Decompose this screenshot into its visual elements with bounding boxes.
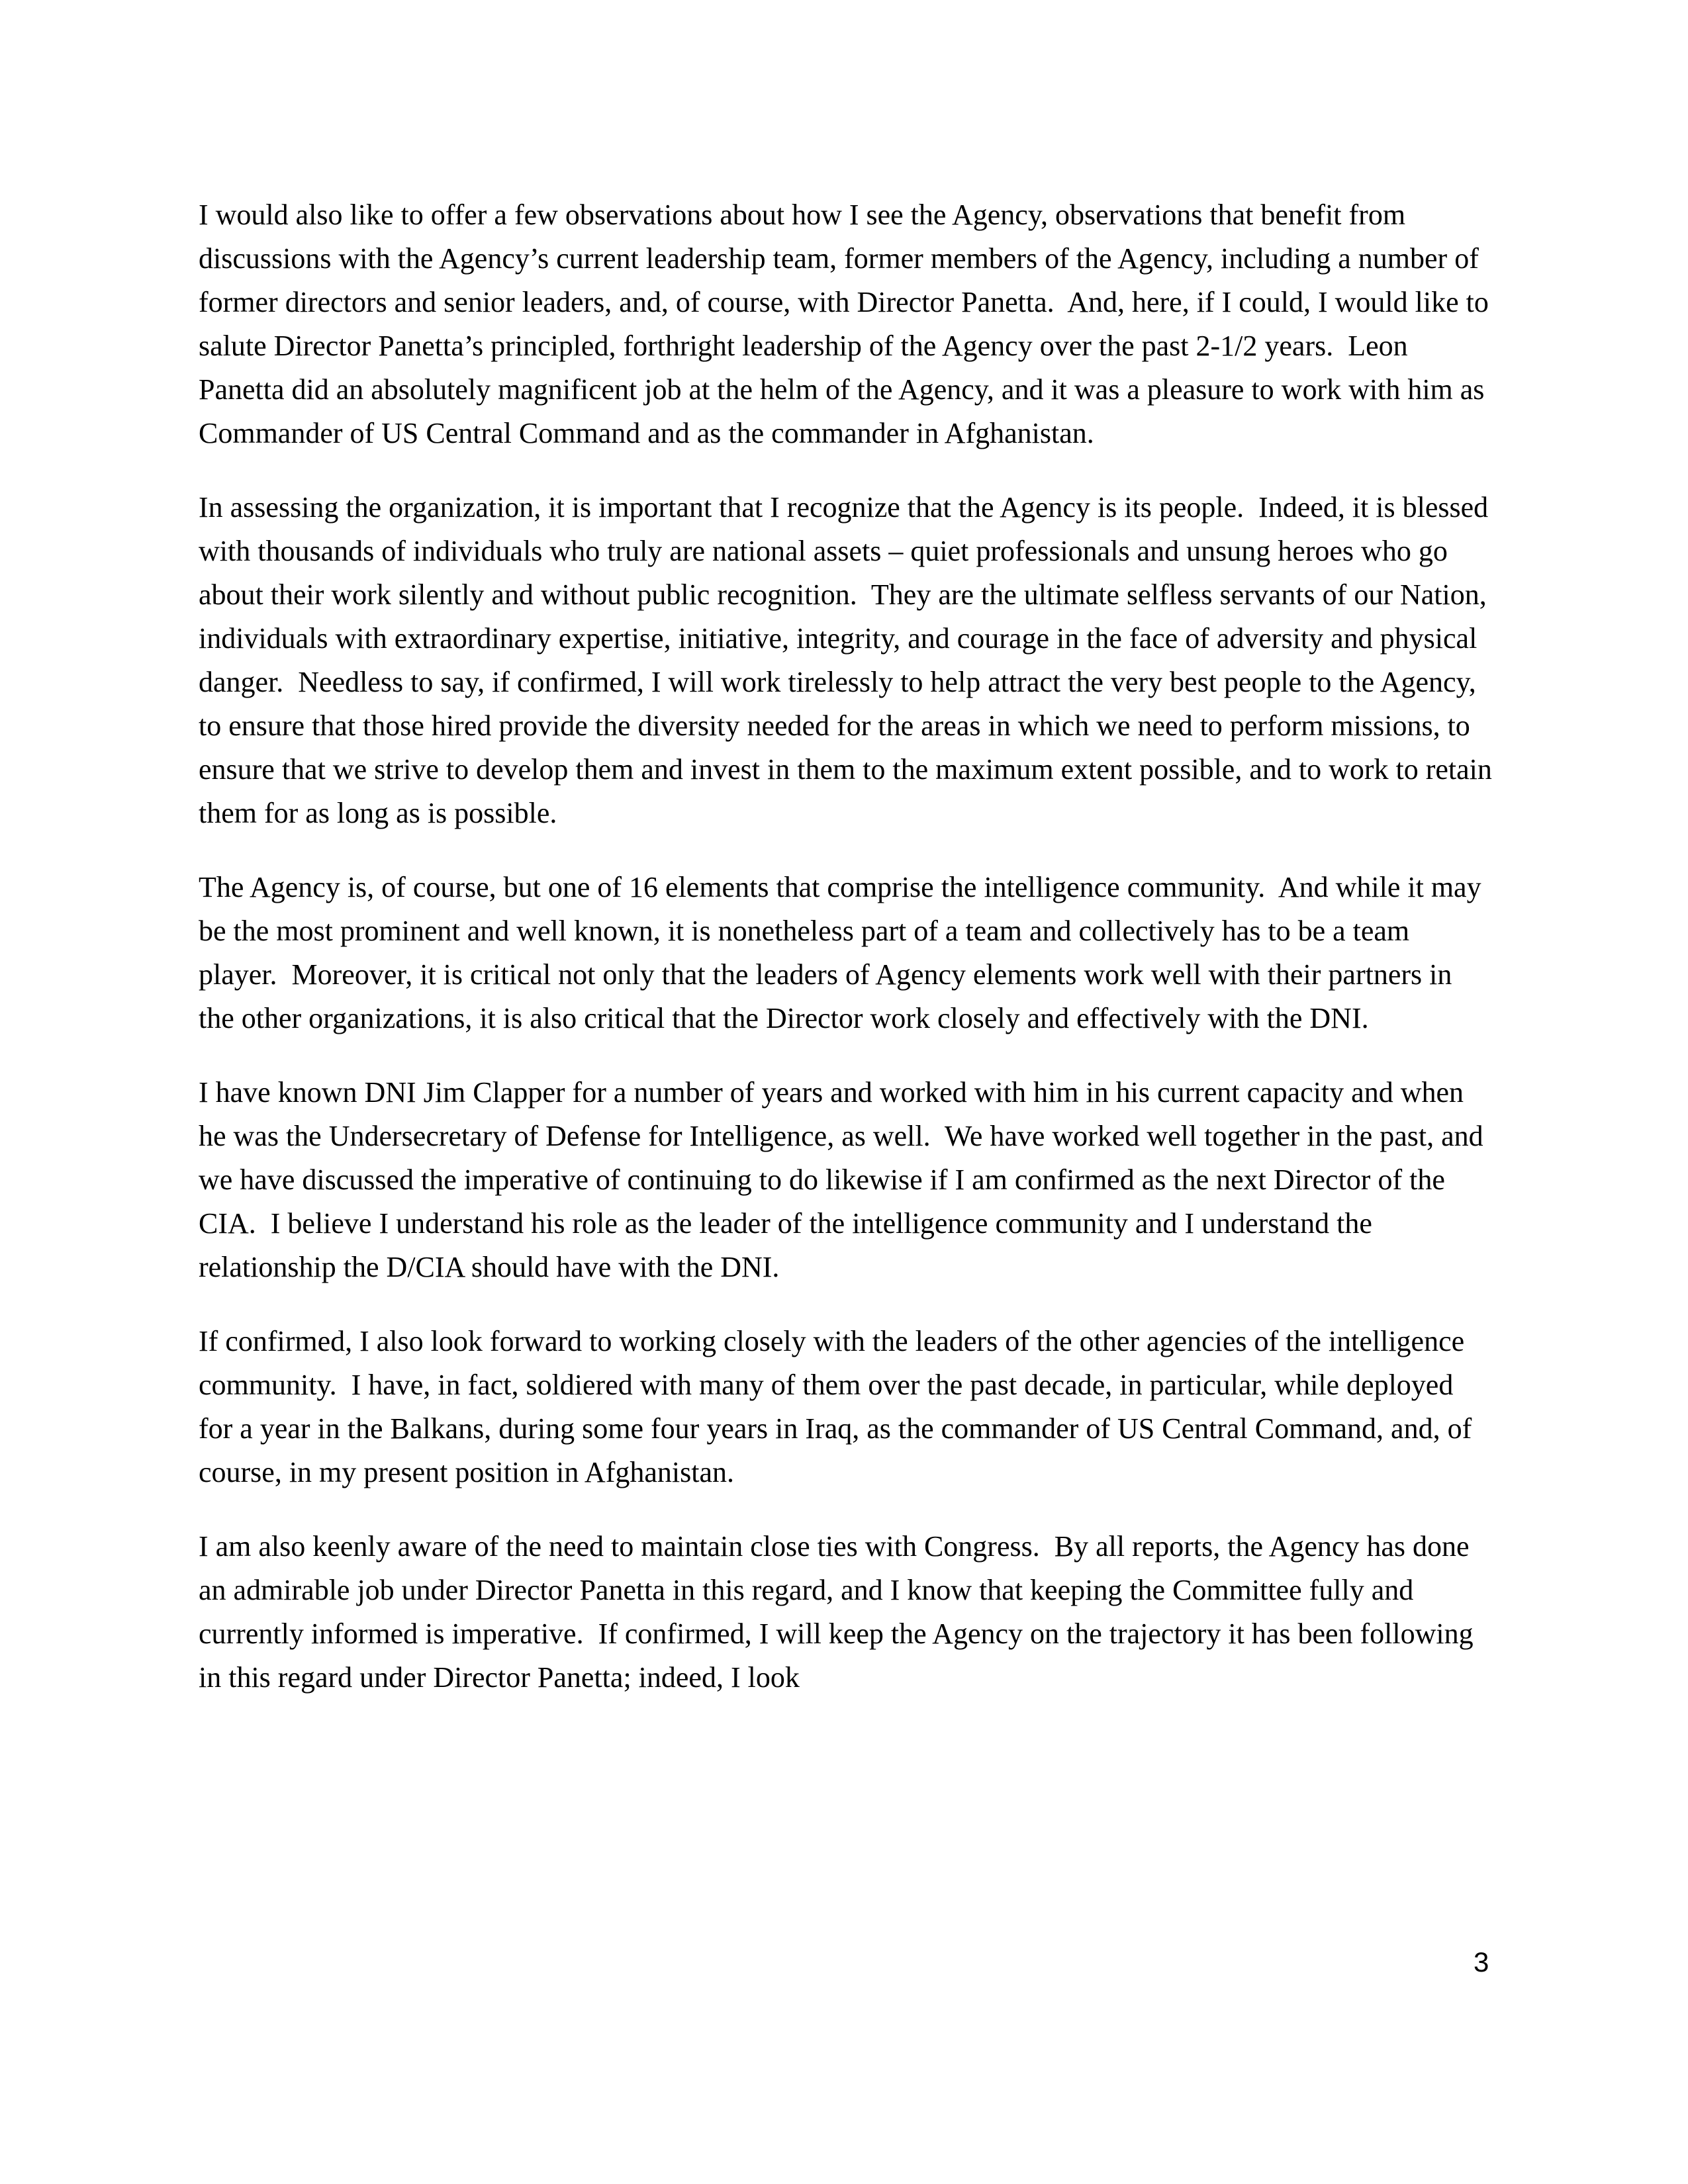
paragraph-4: I have known DNI Jim Clapper for a number of years and worked with him in his current capacity and when he was the Undersecretary of Defense for Intelligence, as well. We have worked well together in the past, and we have discussed the imperative of continuing to do likewise if I am confirmed as the next Director of the CIA. I believe I understand his role as the leader of the intelligence community and I understand the relationship the D/CIA should have with the DNI.	[199, 1076, 1491, 1283]
paragraph-6: I am also keenly aware of the need to maintain close ties with Congress. By all reports, the Agency has done an admirable job under Director Panetta in this regard, and I know that keeping the Committee fully and currently informed is imperative. If confirmed, I will keep the Agency on the trajectory it has been following in this regard under Director Panetta; indeed, I look	[199, 1530, 1481, 1694]
paragraph-5: If confirmed, I also look forward to working closely with the leaders of the other agencies of the intelligence community. I have, in fact, soldiered with many of them over the past decade, in particular, while deployed for a year in the Balkans, during some four years in Iraq, as the commander of US Central Command, and, of course, in my present position in Afghanistan.	[199, 1325, 1479, 1488]
paragraph-1: I would also like to offer a few observations about how I see the Agency, observations that benefit from discussions with the Agency’s current leadership team, former members of the Agency, including a number of former directors and senior leaders, and, of course, with Director Panetta. And, here, if I could, I would like to salute Director Panetta’s principled, forthright leadership of the Agency over the past 2-1/2 years. Leon Panetta did an absolutely magnificent job at the helm of the Agency, and it was a pleasure to work with him as Commander of US Central Command and as the commander in Afghanistan.	[199, 199, 1496, 449]
page-number: 3	[1474, 1946, 1489, 1978]
paragraph-2: In assessing the organization, it is important that I recognize that the Agency is its people. Indeed, it is blessed with thousands of individuals who truly are national assets – quiet professionals and unsung heroes who go about their work silently and without public recognition. They are the ultimate selfless servants of our Nation, individuals with extraordinary expertise, initiative, integrity, and courage in the face of adversity and physical danger. Needless to say, if confirmed, I will work tirelessly to help attract the very best people to the Agency, to ensure that those hired provide the diversity needed for the areas in which we need to perform missions, to ensure that we strive to develop them and invest in them to the maximum extent possible, and to work to retain them for as long as is possible.	[199, 491, 1499, 829]
document-body	[199, 193, 1499, 1730]
paragraph-3: The Agency is, of course, but one of 16 elements that comprise the intelligence community. And while it may be the most prominent and well known, it is nonetheless part of a team and collectively has to be a team player. Moreover, it is critical not only that the leaders of Agency elements work well with their partners in the other organizations, it is also critical that the Director work closely and effectively with the DNI.	[199, 871, 1489, 1034]
